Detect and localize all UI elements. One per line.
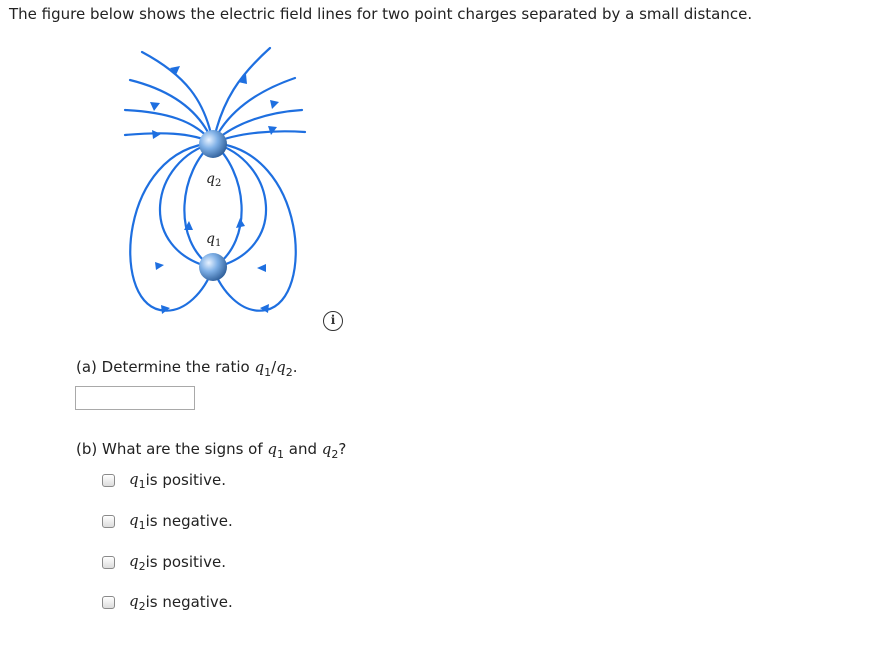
- question-a: (a) Determine the ratio $q_1/q_2$.: [76, 358, 298, 379]
- label-q2: $q_2$: [206, 171, 222, 189]
- checkbox[interactable]: [102, 596, 115, 609]
- info-icon[interactable]: i: [323, 311, 343, 331]
- label-q1: $q_1$: [206, 231, 222, 249]
- charge-q1: [199, 253, 227, 281]
- option-q2-positive[interactable]: $q_2$ is positive.: [100, 552, 226, 572]
- checkbox[interactable]: [102, 556, 115, 569]
- intro-text: The figure below shows the electric field lines for two point charges separated by a small distance.: [9, 5, 753, 23]
- option-q1-positive[interactable]: $q_1$ is positive.: [100, 470, 226, 490]
- checkbox[interactable]: [102, 515, 115, 528]
- electric-field-figure: [110, 40, 320, 330]
- option-q1-negative[interactable]: $q_1$ is negative.: [100, 511, 233, 531]
- ratio-answer-input[interactable]: [75, 386, 195, 410]
- checkbox[interactable]: [102, 474, 115, 487]
- question-b: (b) What are the signs of $q_1$ and $q_2$?: [76, 440, 347, 461]
- option-q2-negative[interactable]: $q_2$ is negative.: [100, 592, 233, 612]
- charge-q2: [199, 130, 227, 158]
